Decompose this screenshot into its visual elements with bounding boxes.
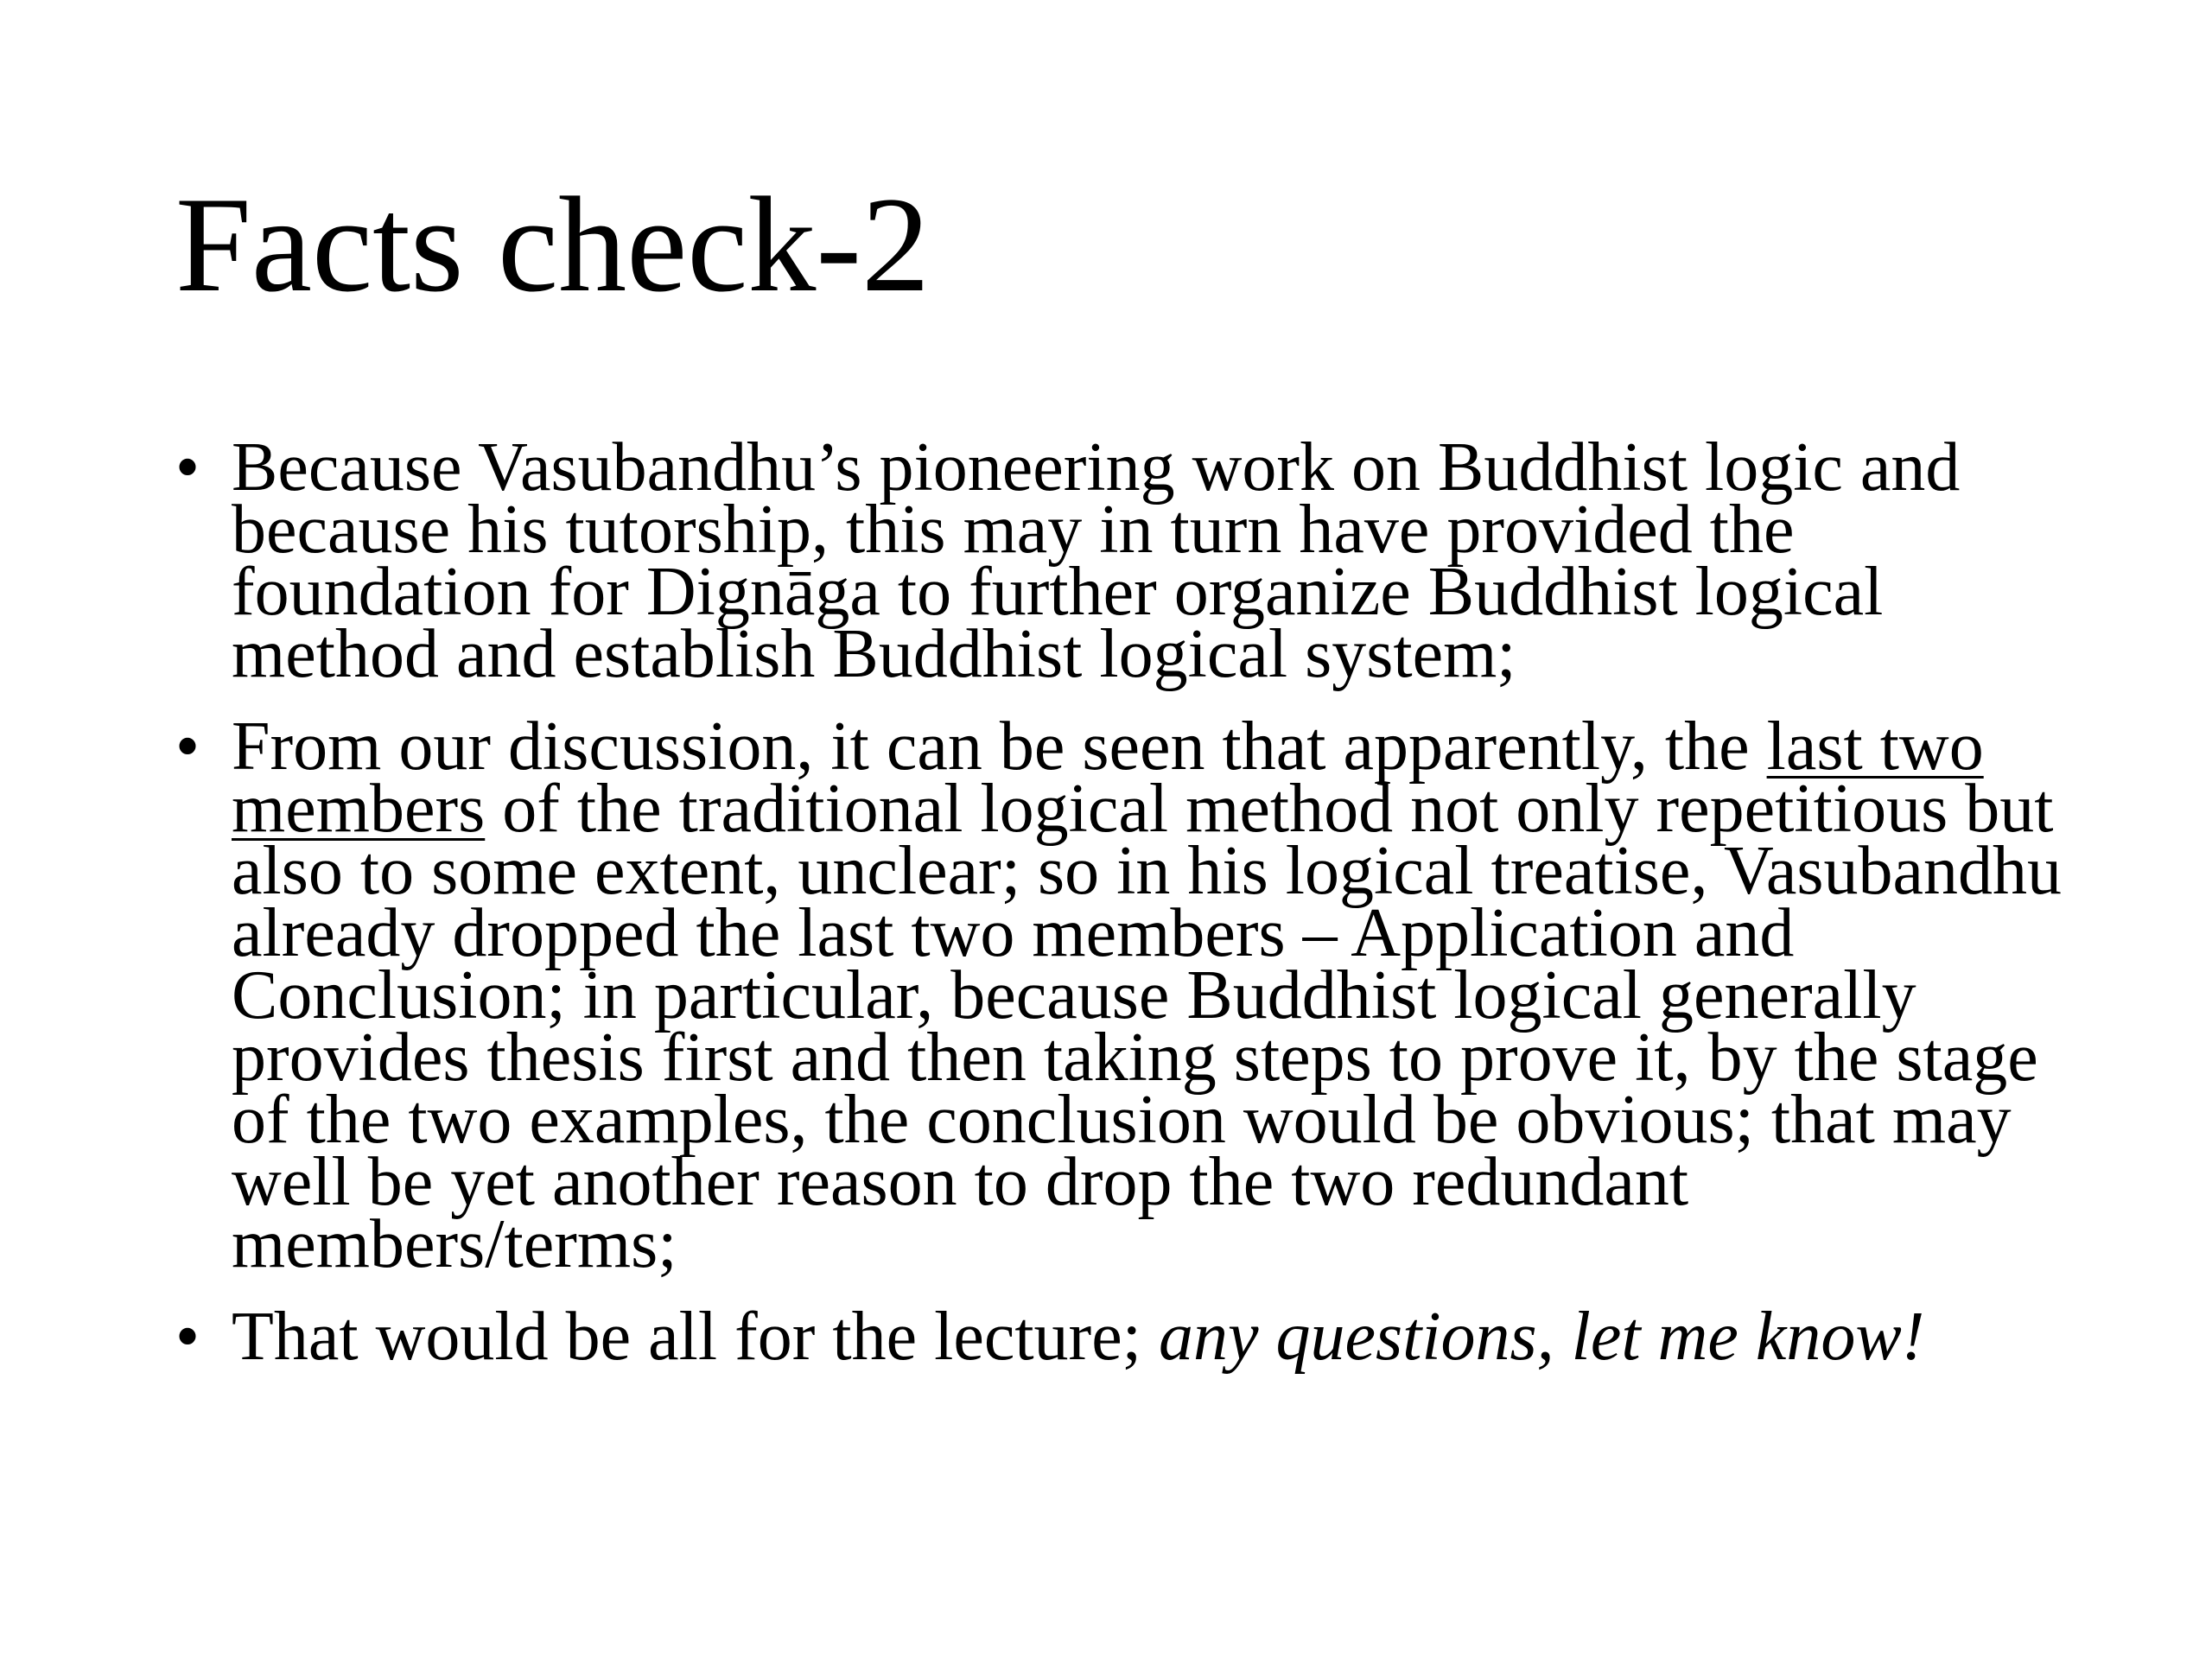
bullet-text: Because Vasubandhu’s pioneering work on Buddhist logic and because his tutorship, this may in turn have provided the foundation for Dignāga to further organize Buddhist logical method and establish Buddhist logical system;	[232, 429, 1961, 692]
bullet-list	[175, 429, 2072, 1398]
bullet-item-3	[175, 1299, 2072, 1375]
bullet-text-end: of the traditional logical method not only repetitious but also to some extent, unclear; so in his logical treatise, Vasubandhu already dropped the last two members – Application and Conclusion; in particular, because Buddhist logical generally provides thesis first and then taking steps to prove it, by the stage of the two examples, the conclusion would be obvious; that may well be yet another reason to drop the two redundant members/terms;	[232, 771, 2063, 1282]
bullet-icon: •	[175, 1299, 200, 1375]
bullet-icon: •	[175, 709, 200, 785]
underlined-phrase: last two members	[232, 709, 1984, 847]
bullet-item-1	[175, 429, 2072, 692]
bullet-text-start: That would be all for the lecture;	[232, 1299, 1159, 1375]
bullet-icon: •	[175, 429, 200, 505]
slide-title: Facts check-2	[175, 169, 931, 321]
bullet-text-start: From our discussion, it can be seen that apparently, the	[232, 709, 1767, 785]
bullet-item-2	[175, 709, 2072, 1282]
italic-phrase: any questions, let me know!	[1158, 1299, 1925, 1375]
